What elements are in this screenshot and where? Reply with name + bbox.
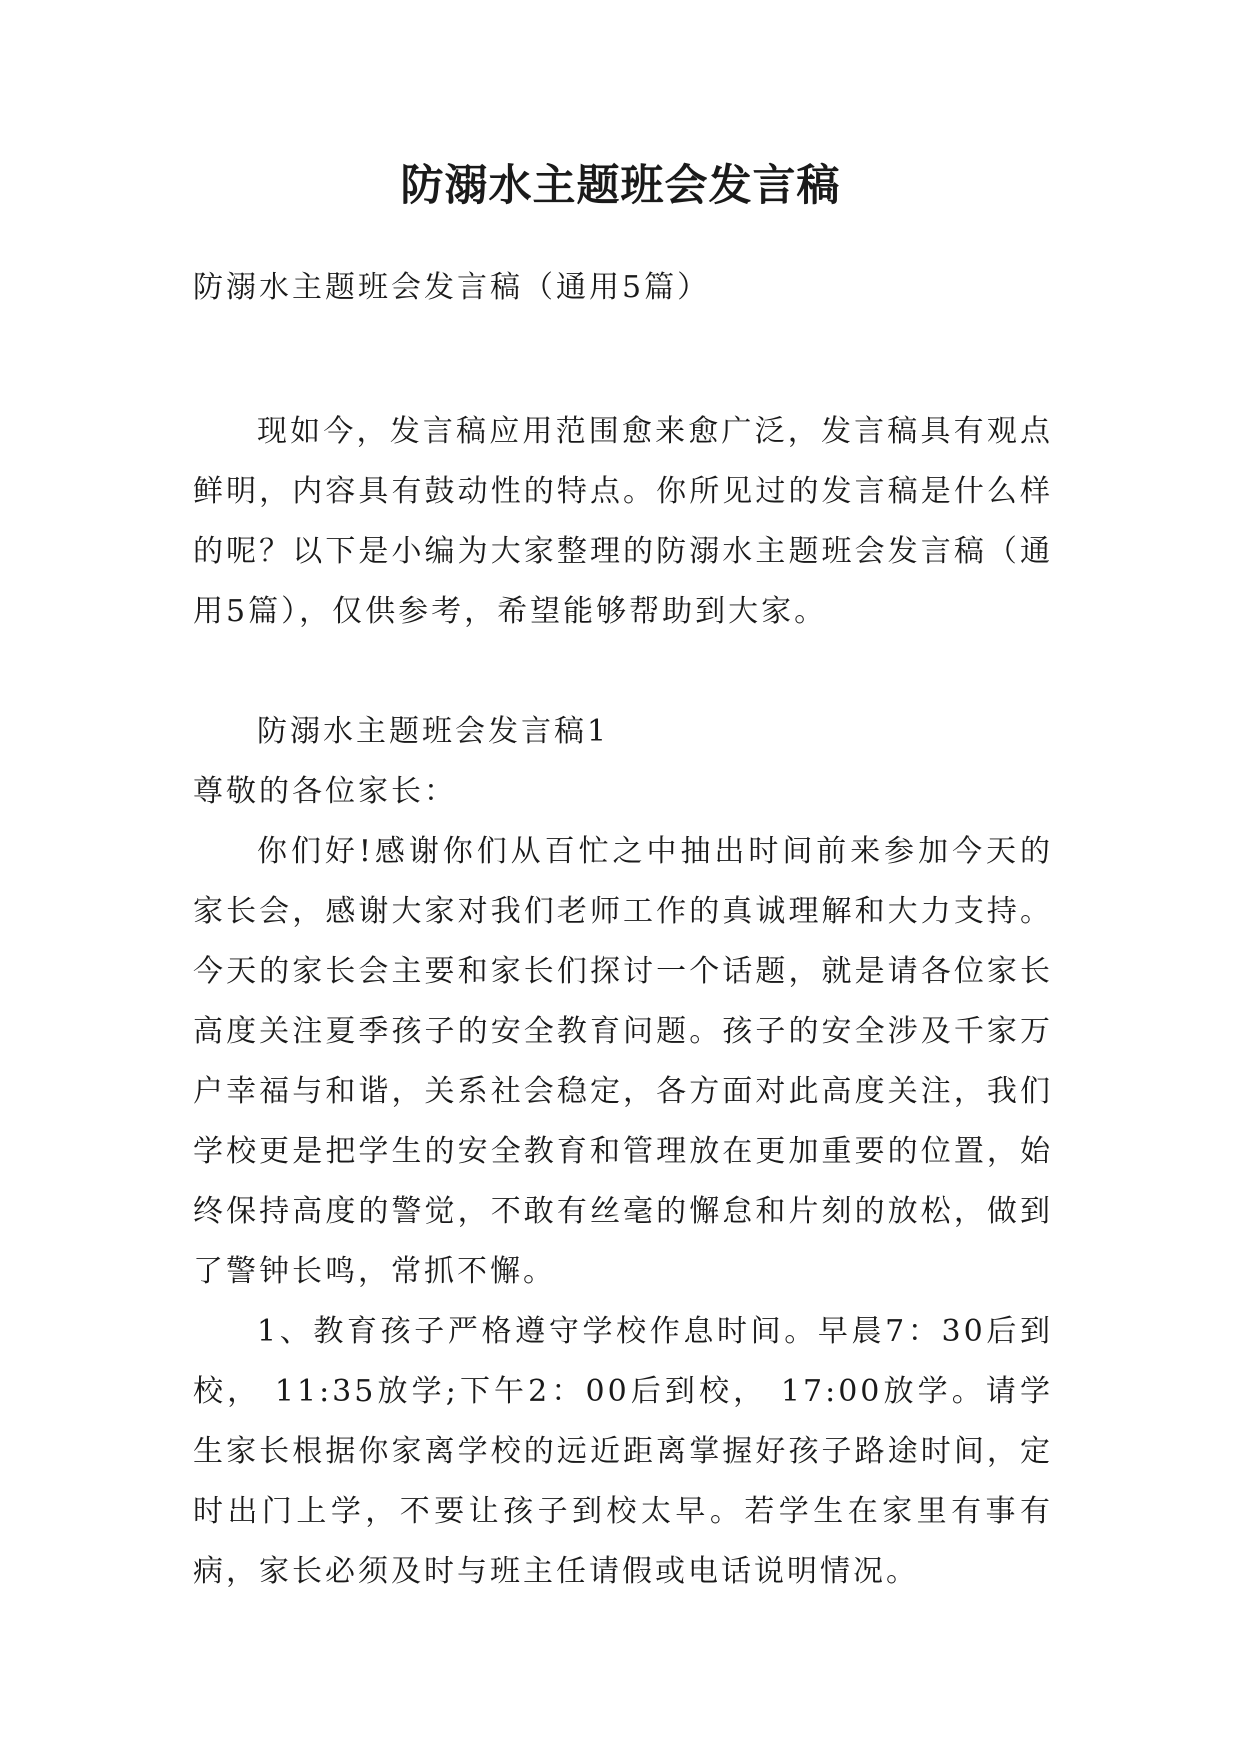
document-subtitle: 防溺水主题班会发言稿（通用5篇） <box>193 270 711 305</box>
document-title: 防溺水主题班会发言稿 <box>400 161 841 211</box>
section-heading: 防溺水主题班会发言稿1 <box>257 714 610 749</box>
intro-paragraph: 现如今，发言稿应用范围愈来愈广泛，发言稿具有观点鲜明，内容具有鼓动性的特点。你所见过的发言稿是什么样的呢？以下是小编为大家整理的防溺水主题班会发言稿（通用5篇），仅供参考，希望能够帮助到大家。 <box>193 414 1053 629</box>
body-paragraph: 你们好!感谢你们从百忙之中抽出时间前来参加今天的家长会，感谢大家对我们老师工作的真诚理解和大力支持。今天的家长会主要和家长们探讨一个话题，就是请各位家长高度关注夏季孩子的安全教育问题。孩子的安全涉及千家万户幸福与和谐，关系社会稳定，各方面对此高度关注，我们学校更是把学生的安全教育和管理放在更加重要的位置，始终保持高度的警觉，不敢有丝毫的懈怠和片刻的放松，做到了警钟长鸣，常抓不懈。 <box>193 834 1053 1289</box>
body-paragraph: 1、教育孩子严格遵守学校作息时间。早晨7：30后到校， 11:35放学;下午2：00后到校， 17:00放学。请学生家长根据你家离学校的远近距离掌握好孩子路途时间，定时出门上学，不要让孩子到校太早。若学生在家里有事有病，家长必须及时与班主任请假或电话说明情况。 <box>193 1314 1053 1589</box>
salutation: 尊敬的各位家长： <box>193 774 457 809</box>
